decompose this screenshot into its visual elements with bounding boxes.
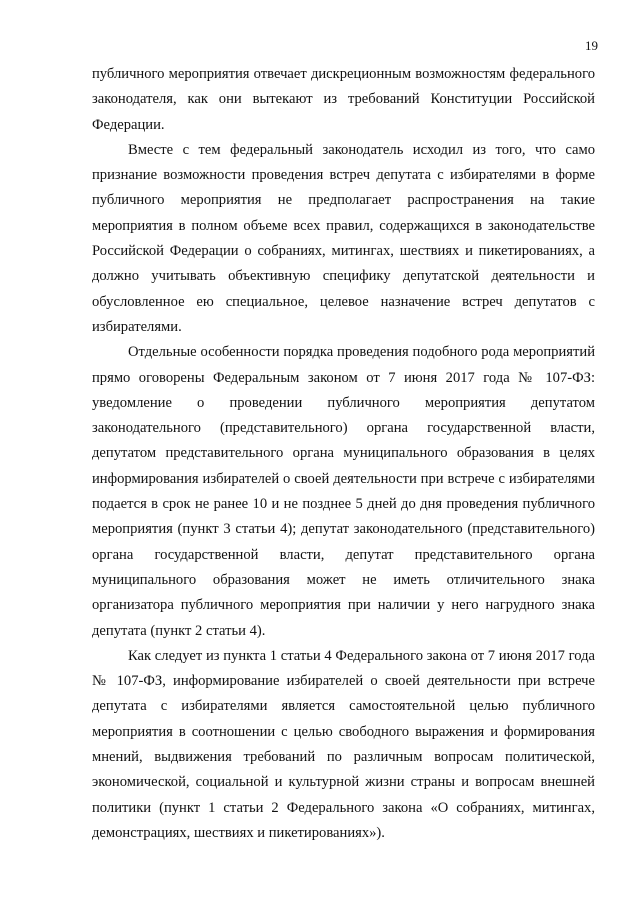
paragraph: Отдельные особенности порядка проведения подобного рода мероприятий прямо оговорены Федеральным законом от 7 июня 2017 года № 107-ФЗ: уведомление о проведении публичного мероприятия депутатом законодательного (представительного) органа государственной власти, депутатом представительного органа муниципального образования в целях информирования избирателей о своей деятельности при встрече с избирателями подается в срок не ранее 10 и не позднее 5 дней до дня проведения публичного мероприятия (пункт 3 статьи 4); депутат законодательного (представительного) органа государственной власти, депутат представительного органа муниципального образования может не иметь отличительного знака организатора публичного мероприятия при наличии у него нагрудного знака депутата (пункт 2 статьи 4).	[92, 344, 595, 639]
paragraph: Вместе с тем федеральный законодатель исходил из того, что само признание возможности проведения встреч депутата с избирателями в форме публичного мероприятия не предполагает распространения на такие мероприятия в полном объеме всех правил, содержащихся в законодательстве Российской Федерации о собраниях, митингах, шествиях и пикетированиях, а должно учитывать объективную специфику депутатской деятельности и обусловленное ею специальное, целевое назначение встреч депутатов с избирателями.	[92, 141, 595, 335]
paragraph-continuation: публичного мероприятия отвечает дискреционным возможностям федерального законодателя, как они вытекают из требований Конституции Российской Федерации.	[92, 66, 595, 133]
page-number: 19	[585, 38, 598, 53]
paragraph: Как следует из пункта 1 статьи 4 Федерального закона от 7 июня 2017 года № 107-ФЗ, информирование избирателей о своей деятельности при встрече депутата с избирателями является самостоятельной целью публичного мероприятия в соотношении с целью свободного выражения и формирования мнений, выдвижения требований по различным вопросам политической, экономической, социальной и культурной жизни страны и вопросам внешней политики (пункт 1 статьи 2 Федерального закона «О собраниях, митингах, демонстрациях, шествиях и пикетированиях»).	[92, 647, 595, 841]
body-text	[92, 62, 595, 846]
